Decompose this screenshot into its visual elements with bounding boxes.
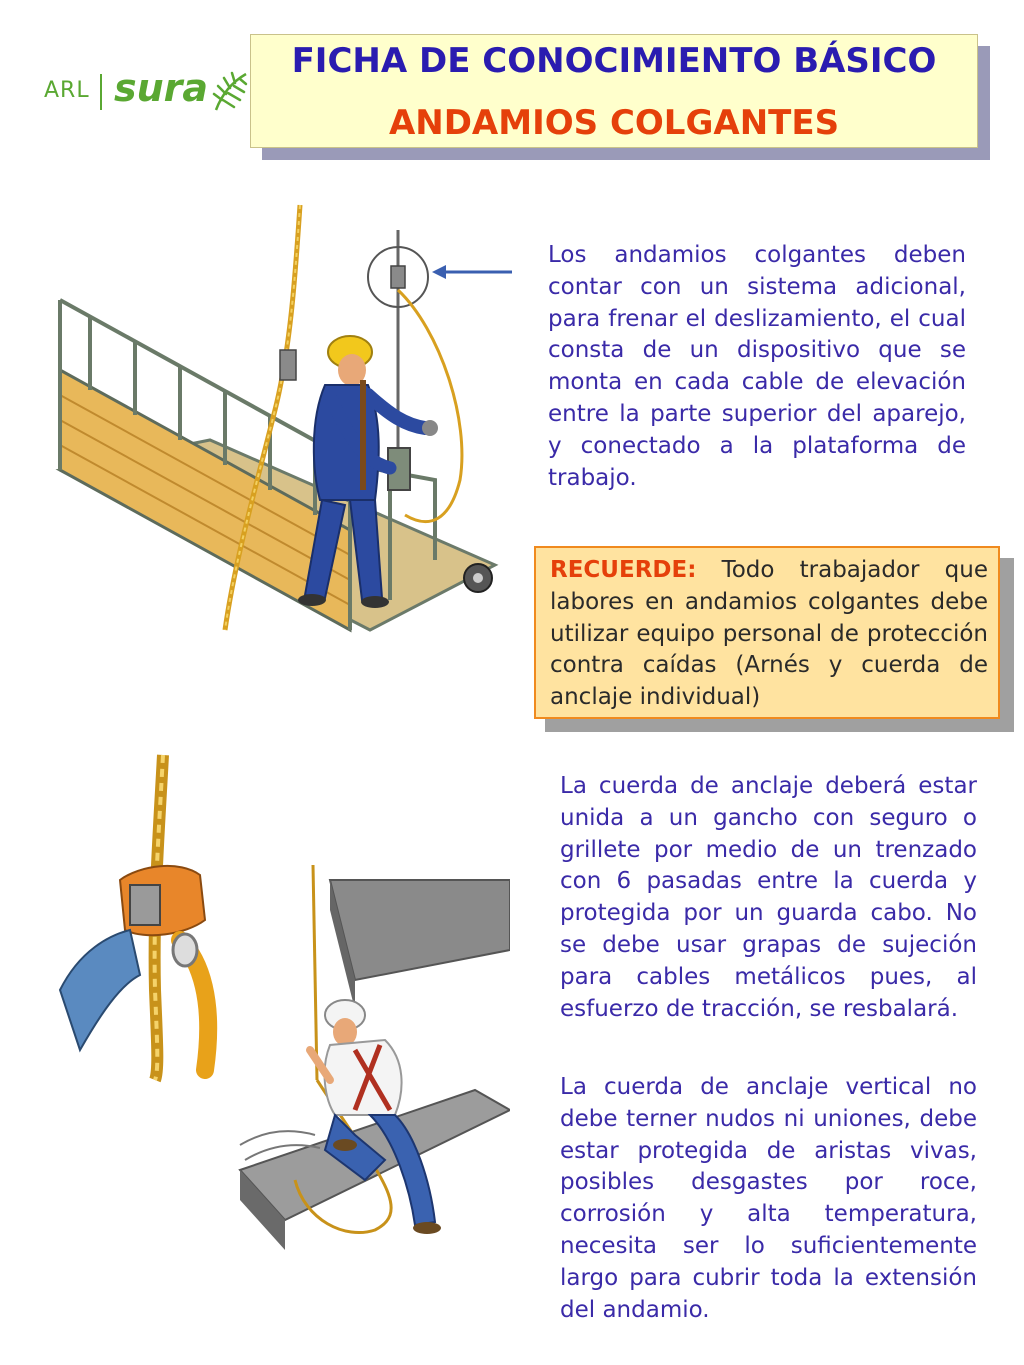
arrow-left-icon	[430, 262, 514, 282]
text-sistema-adicional: Los andamios colgantes deben contar con un sistema adicional, para frenar el deslizamiento, el cual consta de un dispositivo que se monta en cada cable de elevación entre la parte superior del aparejo, y conectado a la plataforma de trabajo.	[548, 242, 966, 491]
leaf-icon	[212, 70, 248, 114]
page-title: FICHA DE CONOCIMIENTO BÁSICO	[291, 41, 937, 81]
text-cuerda-de-anclaje: La cuerda de anclaje deberá estar unida a un gancho con seguro o grillete por medio de un trenzado con 6 pasadas entre la cuerda y protegida por un guarda cabo. No se debe usar grapas de sujeción para cables metálicos pues, al esfuerzo de tracción, se resbalará.	[560, 773, 977, 1022]
recuerde-body: Todo trabajador que labores en andamios colgantes debe utilizar equipo personal de protección contra caídas (Arnés y cuerda de anclaje individual)	[550, 557, 988, 711]
logo-separator	[100, 74, 102, 110]
recuerde-callout	[534, 546, 1000, 719]
text-cuerda-vertical: La cuerda de anclaje vertical no debe terner nudos ni uniones, debe estar protegida de aristas vivas, posibles desgastes por roce, corrosión y alta temperatura, necesita ser lo suficientemente largo para cubrir toda la extensión del andamio.	[560, 1074, 977, 1323]
page-subtitle: ANDAMIOS COLGANTES	[388, 103, 840, 143]
title-box	[250, 34, 978, 148]
recuerde-label: RECUERDE:	[550, 557, 697, 583]
recuerde-text	[550, 555, 988, 714]
logo-sura-text: sura	[114, 66, 209, 110]
rope-hand-and-harness-worker-illustration	[55, 750, 510, 1280]
arl-sura-logo	[44, 66, 249, 118]
logo-arl-text: ARL	[44, 78, 90, 103]
